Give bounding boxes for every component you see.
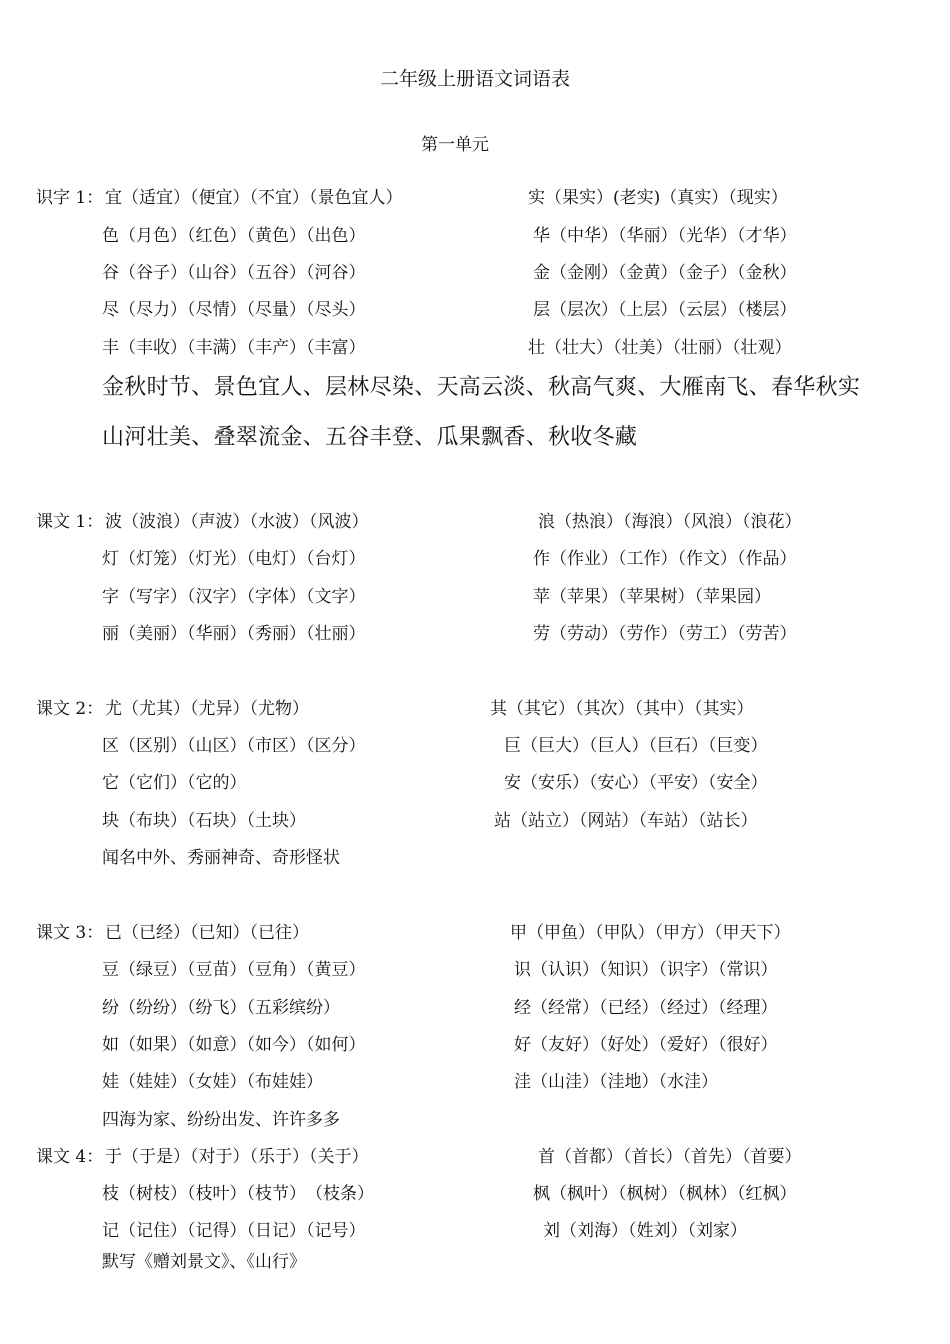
word-row-left: 灯（灯笼）（灯光）（电灯）（台灯） [102, 549, 366, 569]
word-row-right: 好（友好）（好处）（爱好）（很好） [514, 1035, 778, 1055]
word-row-left: 尤（尤其）（尤异）（尤物） [105, 699, 309, 719]
word-row-right: 甲（甲鱼）（甲队）（甲方）（甲天下） [510, 923, 791, 943]
section-label: 课文 1： [36, 512, 104, 532]
word-row-left: 已（已经）（已知）（已往） [105, 923, 309, 943]
word-row-left: 丰（丰收）（丰满）（丰产）（丰富） [102, 338, 366, 358]
word-row-right: 洼（山洼）（洼地）（水洼） [514, 1072, 718, 1092]
word-row-right: 劳（劳动）（劳作）（劳工）（劳苦） [533, 624, 797, 644]
word-row-left: 如（如果）（如意）（如今）（如何） [102, 1035, 366, 1055]
section-label: 课文 2： [36, 699, 104, 719]
word-row-right: 作（作业）（工作）（作文）（作品） [533, 549, 797, 569]
word-row-right: 巨（巨大）（巨人）（巨石）（巨变） [504, 736, 768, 756]
word-row-left: 丽（美丽）（华丽）（秀丽）（壮丽） [102, 624, 366, 644]
word-row-right: 站（站立）（网站）（车站）（站长） [494, 811, 758, 831]
word-row-right: 枫（枫叶）（枫树）（枫林）（红枫） [533, 1184, 797, 1204]
word-row-right: 首（首都）（首长）（首先）（首要） [538, 1147, 802, 1167]
section-label: 课文 4： [36, 1147, 104, 1167]
idiom-phrase-line: 四海为家、纷纷出发、许许多多 [102, 1110, 340, 1130]
word-row-left: 于（于是）（对于）（乐于）（关于） [105, 1147, 369, 1167]
word-row-left: 块（布块）（石块）（土块） [102, 811, 306, 831]
word-row-right: 壮（壮大）（壮美）（壮丽）（壮观） [528, 338, 792, 358]
word-row-right: 刘（刘海）（姓刘）（刘家） [543, 1221, 747, 1241]
section-label: 课文 3： [36, 923, 104, 943]
word-row-left: 宜（适宜）（便宜）（不宜）（景色宜人） [105, 188, 403, 208]
word-row-left: 色（月色）（红色）（黄色）（出色） [102, 226, 366, 246]
word-row-left: 谷（谷子）（山谷）（五谷）（河谷） [102, 263, 366, 283]
word-row-left: 尽（尽力）（尽情）（尽量）（尽头） [102, 300, 366, 320]
section-label: 识字 1： [36, 188, 104, 208]
dictation-note: 默写《赠刘景文》、《山行》 [102, 1252, 306, 1272]
word-row-left: 区（区别）（山区）（市区）（区分） [102, 736, 366, 756]
word-row-left: 字（写字）（汉字）（字体）（文字） [102, 587, 366, 607]
word-row-right: 其（其它）（其次）（其中）（其实） [490, 699, 754, 719]
unit-title: 第一单元 [421, 135, 489, 155]
idiom-phrase-line: 金秋时节、景色宜人、层林尽染、天高云淡、秋高气爽、大雁南飞、春华秋实 [102, 375, 861, 400]
word-row-right: 浪（热浪）（海浪）（风浪）（浪花） [538, 512, 802, 532]
idiom-phrase-line: 山河壮美、叠翠流金、五谷丰登、瓜果飘香、秋收冬藏 [102, 425, 638, 450]
word-row-left: 豆（绿豆）（豆苗）（豆角）（黄豆） [102, 960, 366, 980]
word-row-right: 安（安乐）（安心）（平安）（安全） [504, 773, 768, 793]
word-row-left: 娃（娃娃）（女娃）（布娃娃） [102, 1072, 323, 1092]
word-row-right: 华（中华）（华丽）（光华）（才华） [533, 226, 797, 246]
document-title: 二年级上册语文词语表 [379, 68, 570, 90]
idiom-phrase-line: 闻名中外、秀丽神奇、奇形怪状 [102, 848, 340, 868]
word-row-right: 经（经常）（已经）（经过）（经理） [514, 998, 778, 1018]
word-row-left: 记（记住）（记得）（日记）（记号） [102, 1221, 366, 1241]
word-row-left: 纷（纷纷）（纷飞）（五彩缤纷） [102, 998, 340, 1018]
word-row-right: 金（金刚）（金黄）（金子）（金秋） [533, 263, 797, 283]
word-row-right: 苹（苹果）（苹果树）（苹果园） [533, 587, 771, 607]
word-row-left: 枝（树枝）（枝叶）（枝节） （枝条） [102, 1184, 374, 1204]
word-row-left: 它（它们）（它的） [102, 773, 247, 793]
word-row-right: 识（认识）（知识）（识字）（常识） [514, 960, 778, 980]
word-row-right: 层（层次）（上层）（云层）（楼层） [533, 300, 797, 320]
word-row-left: 波（波浪）（声波）（水波）（风波） [105, 512, 369, 532]
word-row-right: 实（果实）(老实)（真实）（现实） [528, 188, 788, 208]
